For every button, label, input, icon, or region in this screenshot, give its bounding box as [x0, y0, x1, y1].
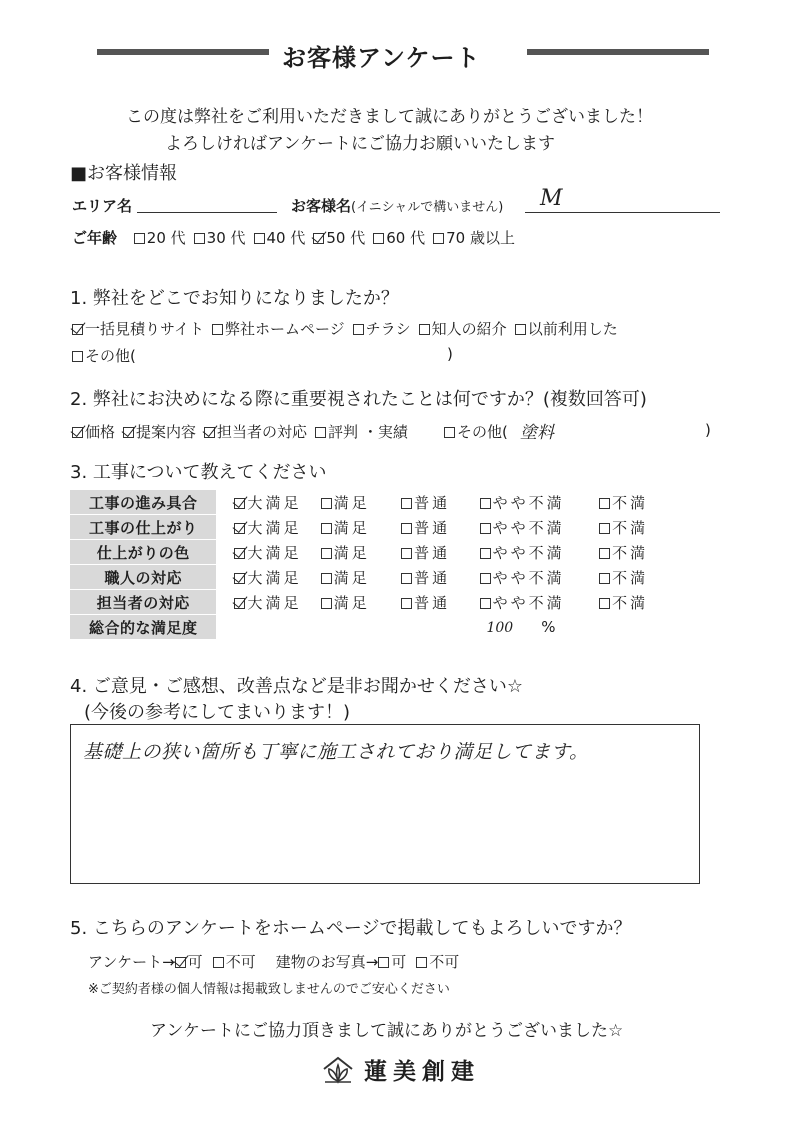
q3-table: [70, 490, 701, 640]
q3-overall-label: 総合的な満足度: [70, 615, 216, 640]
q3-level-label: 普通: [414, 493, 451, 512]
q3-level-label: 満足: [333, 493, 370, 512]
q3-level-label: 不満: [612, 568, 649, 587]
q3-level-label: 大満足: [247, 593, 302, 612]
q3-checkbox[interactable]: [599, 548, 610, 559]
q2-option-label: 評判 ・実績: [328, 423, 408, 441]
q5-photo-allow-label: 可: [391, 953, 407, 971]
q1-options: [72, 318, 626, 339]
q1-other-checkbox[interactable]: [72, 351, 83, 362]
q3-level-label: やや不満: [492, 568, 565, 587]
q2-checkbox-1[interactable]: [123, 427, 134, 438]
q1-option-label: 一括見積りサイト: [85, 320, 204, 338]
q3-checkbox[interactable]: [234, 573, 245, 584]
q5-survey-label: アンケート→: [88, 953, 175, 971]
q3-checkbox[interactable]: [401, 523, 412, 534]
q3-cell: [401, 490, 479, 515]
q3-level-label: やや不満: [492, 593, 565, 612]
q5-options-row: [88, 951, 459, 972]
q5-photo-label: 建物のお写真→: [275, 953, 379, 971]
q3-cell: [480, 565, 599, 590]
q1-checkbox-2[interactable]: [353, 324, 364, 335]
q3-overall-row: [70, 615, 701, 640]
q3-cell: [401, 565, 479, 590]
q1-checkbox-1[interactable]: [212, 324, 223, 335]
q3-level-label: 普通: [414, 568, 451, 587]
q3-cell: [401, 515, 479, 540]
q5-photo-allow-checkbox[interactable]: [378, 957, 389, 968]
q2-other-close: ): [705, 421, 711, 439]
q3-cell: [599, 565, 701, 590]
q3-level-label: 大満足: [247, 543, 302, 562]
q2-options: [72, 421, 416, 442]
q1-other-close: ): [447, 345, 453, 363]
age-checkbox-4[interactable]: [373, 233, 384, 244]
q3-checkbox[interactable]: [234, 598, 245, 609]
age-option-label: 70 歳以上: [446, 229, 515, 247]
q3-cell: [321, 490, 401, 515]
q3-overall-value: 100: [486, 620, 514, 636]
age-option-label: 40 代: [266, 229, 306, 247]
q5-survey-allow-label: 可: [187, 953, 203, 971]
q3-row-label: 工事の仕上がり: [70, 515, 216, 540]
q3-cell: [480, 490, 599, 515]
q3-cell: [599, 515, 701, 540]
name-label: [291, 195, 503, 216]
q3-row-label: 職人の対応: [70, 565, 216, 590]
q1-option-label: 知人の紹介: [431, 320, 507, 338]
q5-photo-deny-checkbox[interactable]: [416, 957, 427, 968]
name-value: M: [540, 186, 563, 211]
footer-thanks: アンケートにご協力頂きまして誠にありがとうございました☆: [150, 1021, 624, 1041]
q5-photo-deny-label: 不可: [429, 953, 460, 971]
name-field[interactable]: [525, 212, 720, 213]
q3-checkbox[interactable]: [321, 523, 332, 534]
q3-level-label: やや不満: [492, 493, 565, 512]
q3-cell: [216, 515, 320, 540]
age-label: ご年齢: [72, 229, 118, 247]
q3-cell: [216, 490, 320, 515]
age-option-label: 50 代: [326, 229, 366, 247]
q3-checkbox[interactable]: [401, 548, 412, 559]
title-bar-left: [97, 49, 269, 55]
q2-other-value[interactable]: 塗料: [520, 423, 554, 443]
q3-level-label: 満足: [333, 593, 370, 612]
q3-cell: [480, 515, 599, 540]
q1-checkbox-3[interactable]: [419, 324, 430, 335]
q3-cell: [216, 565, 320, 590]
q5-survey-allow-checkbox[interactable]: [175, 957, 186, 968]
q3-checkbox[interactable]: [480, 598, 491, 609]
intro-line-2: よろしければアンケートにご協力お願いいたします: [165, 134, 555, 154]
q3-checkbox[interactable]: [401, 598, 412, 609]
q4-question: 4. ご意見・ご感想、改善点など是非お聞かせください☆: [70, 676, 524, 697]
company-name: 蓮美創建: [364, 1059, 480, 1085]
q5-question: 5. こちらのアンケートをホームページで掲載してもよろしいですか？: [70, 918, 632, 939]
q2-other-label: その他: [457, 423, 503, 441]
title-bar-right: [527, 49, 709, 55]
q3-level-label: 満足: [333, 543, 370, 562]
q1-other-open: (: [130, 347, 136, 365]
q3-checkbox[interactable]: [234, 548, 245, 559]
q1-checkbox-0[interactable]: [72, 324, 83, 335]
company-logo: [320, 1053, 480, 1086]
q3-row: [70, 590, 701, 615]
q3-level-label: 普通: [414, 518, 451, 537]
q3-overall-cell[interactable]: [216, 615, 701, 640]
q3-checkbox[interactable]: [234, 523, 245, 534]
q2-option-label: 担当者の対応: [217, 423, 308, 441]
q3-level-label: 不満: [612, 543, 649, 562]
area-label: エリア名: [72, 197, 133, 215]
q3-checkbox[interactable]: [321, 548, 332, 559]
q3-checkbox[interactable]: [599, 573, 610, 584]
q3-checkbox[interactable]: [321, 598, 332, 609]
q3-row-label: 担当者の対応: [70, 590, 216, 615]
q1-other-row: [72, 345, 136, 366]
q5-survey-deny-label: 不可: [225, 953, 256, 971]
q2-other-open: (: [502, 423, 508, 441]
customer-heading: ■お客様情報: [70, 163, 178, 184]
age-row: [72, 227, 523, 248]
q3-level-label: 不満: [612, 518, 649, 537]
q3-cell: [321, 540, 401, 565]
age-option-label: 20 代: [146, 229, 186, 247]
q3-level-label: 大満足: [247, 518, 302, 537]
q3-cell: [480, 590, 599, 615]
q2-other-row: [444, 421, 508, 442]
age-option-label: 60 代: [386, 229, 426, 247]
name-label-text: お客様名: [291, 197, 352, 215]
q5-survey-deny-checkbox[interactable]: [213, 957, 224, 968]
q3-level-label: 不満: [612, 593, 649, 612]
q1-option-label: 以前利用した: [527, 320, 618, 338]
q3-level-label: 満足: [333, 518, 370, 537]
q1-other-value[interactable]: [160, 345, 440, 363]
q1-question: 1. 弊社をどこでお知りになりましたか？: [70, 288, 399, 309]
q3-cell: [321, 565, 401, 590]
area-field[interactable]: [137, 212, 277, 213]
q3-cell: [321, 515, 401, 540]
q3-checkbox[interactable]: [321, 498, 332, 509]
q3-checkbox[interactable]: [599, 598, 610, 609]
q2-option-label: 価格: [85, 423, 116, 441]
q5-note: ※ご契約者様の個人情報は掲載致しませんのでご安心ください: [88, 982, 450, 997]
q3-checkbox[interactable]: [401, 573, 412, 584]
lotus-house-icon: [320, 1055, 356, 1085]
q4-answer-text: 基礎上の狭い箇所も丁寧に施工されており満足してます。: [83, 741, 589, 763]
q1-other-label: その他: [85, 347, 131, 365]
q3-level-label: 大満足: [247, 493, 302, 512]
q3-level-label: 普通: [414, 593, 451, 612]
q3-checkbox[interactable]: [480, 548, 491, 559]
q3-overall-unit: %: [541, 618, 556, 636]
q3-level-label: 満足: [333, 568, 370, 587]
q3-question: 3. 工事について教えてください: [70, 462, 327, 483]
q3-level-label: 大満足: [247, 568, 302, 587]
age-checkbox-5[interactable]: [433, 233, 444, 244]
age-options: [134, 229, 523, 247]
q1-checkbox-4[interactable]: [515, 324, 526, 335]
q3-level-label: やや不満: [492, 543, 565, 562]
q3-row-label: 仕上がりの色: [70, 540, 216, 565]
q3-checkbox[interactable]: [321, 573, 332, 584]
q2-checkbox-3[interactable]: [315, 427, 326, 438]
q4-answer-box[interactable]: [70, 724, 700, 884]
name-note: (イニシャルで構いません): [351, 200, 504, 215]
age-checkbox-3[interactable]: [313, 233, 324, 244]
q3-checkbox[interactable]: [401, 498, 412, 509]
q3-cell: [216, 540, 320, 565]
q3-row: [70, 540, 701, 565]
q3-row: [70, 515, 701, 540]
q3-checkbox[interactable]: [599, 523, 610, 534]
q3-cell: [480, 540, 599, 565]
q3-level-label: 普通: [414, 543, 451, 562]
q2-option-label: 提案内容: [136, 423, 197, 441]
q3-row: [70, 565, 701, 590]
q1-option-label: 弊社ホームページ: [224, 320, 345, 338]
q3-row-label: 工事の進み具合: [70, 490, 216, 515]
q2-other-checkbox[interactable]: [444, 427, 455, 438]
q3-cell: [321, 590, 401, 615]
q2-checkbox-2[interactable]: [204, 427, 215, 438]
q3-level-label: 不満: [612, 493, 649, 512]
age-option-label: 30 代: [206, 229, 246, 247]
q3-checkbox[interactable]: [480, 573, 491, 584]
q3-cell: [401, 540, 479, 565]
q3-cell: [599, 590, 701, 615]
q3-cell: [599, 490, 701, 515]
q2-question: 2. 弊社にお決めになる際に重要視されたことは何ですか？(複数回答可): [70, 389, 647, 410]
q1-option-label: チラシ: [365, 320, 411, 338]
q3-cell: [216, 590, 320, 615]
q2-checkbox-0[interactable]: [72, 427, 83, 438]
q3-checkbox[interactable]: [480, 523, 491, 534]
age-checkbox-2[interactable]: [254, 233, 265, 244]
q3-cell: [401, 590, 479, 615]
q3-checkbox[interactable]: [480, 498, 491, 509]
page-title: お客様アンケート: [282, 44, 481, 72]
age-checkbox-0[interactable]: [134, 233, 145, 244]
age-checkbox-1[interactable]: [194, 233, 205, 244]
q3-level-label: やや不満: [492, 518, 565, 537]
q3-cell: [599, 540, 701, 565]
q4-sub: (今後の参考にしてまいります！): [84, 702, 351, 723]
intro-line-1: この度は弊社をご利用いただきまして誠にありがとうございました！: [126, 107, 653, 127]
q3-row: [70, 490, 701, 515]
q3-checkbox[interactable]: [599, 498, 610, 509]
q3-checkbox[interactable]: [234, 498, 245, 509]
